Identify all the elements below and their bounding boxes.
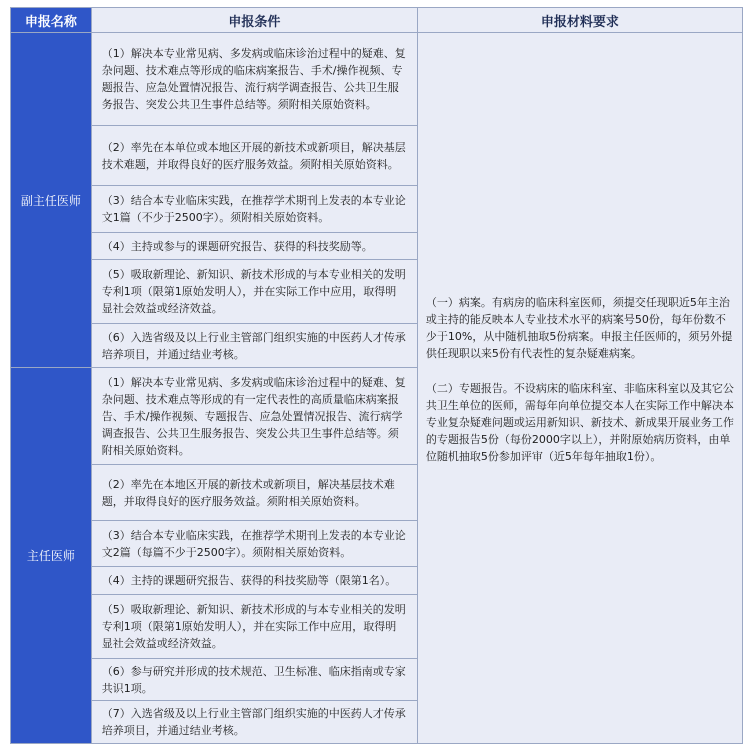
material-special-report: （二）专题报告。不设病床的临床科室、非临床科室以及其它公共卫生单位的医师，需每年向单位提交本人在实际工作中解决本专业复杂疑难问题或运用新知识、新技术、新成果开展业务工作的专题报告5份（每份2000字以上），并附原始病历资料，由单位随机抽取5份参加评审（近5年每年抽取1份）。 [425, 381, 734, 463]
title-associate-chief: 副主任医师 [11, 33, 92, 368]
table-row [11, 33, 743, 126]
condition-cell: （6）入选省级及以上行业主管部门组织实施的中医药人才传承培养项目，并通过结业考核。 [91, 324, 417, 368]
condition-cell: （4）主持的课题研究报告、获得的科技奖励等（限第1名）。 [91, 567, 417, 595]
condition-cell: （1）解决本专业常见病、多发病或临床诊治过程中的疑难、复杂问题、技术难点等形成的有一定代表性的高质量临床病案报告、手术/操作视频、专题报告、应急处置情况报告、流行病学调查报告、公共卫生服务报告、突发公共卫生事件总结等。须附相关原始资料。 [91, 368, 417, 465]
header-row [11, 8, 743, 33]
condition-cell: （2）率先在本单位或本地区开展的新技术或新项目，解决基层技术难题，并取得良好的医疗服务效益。须附相关原始资料。 [91, 126, 417, 186]
condition-cell: （5）吸取新理论、新知识、新技术形成的与本专业相关的发明专利1项（限第1原始发明人），并在实际工作中应用，取得明显社会效益或经济效益。 [91, 595, 417, 659]
title-chief: 主任医师 [11, 368, 92, 744]
condition-cell: （3）结合本专业临床实践，在推荐学术期刊上发表的本专业论文2篇（每篇不少于2500字）。须附相关原始资料。 [91, 521, 417, 567]
condition-cell: （1）解决本专业常见病、多发病或临床诊治过程中的疑难、复杂问题、技术难点等形成的临床病案报告、手术/操作视频、专题报告、应急处置情况报告、流行病学调查报告、公共卫生服务报告、突发公共卫生事件总结等。须附相关原始资料。 [91, 33, 417, 126]
condition-cell: （5）吸取新理论、新知识、新技术形成的与本专业相关的发明专利1项（限第1原始发明人），并在实际工作中应用，取得明显社会效益或经济效益。 [91, 260, 417, 324]
condition-cell: （6）参与研究并形成的技术规范、卫生标准、临床指南或专家共识1项。 [91, 659, 417, 701]
condition-cell: （7）入选省级及以上行业主管部门组织实施的中医药人才传承培养项目，并通过结业考核。 [91, 701, 417, 744]
materials-cell [417, 33, 742, 744]
requirements-table [10, 7, 743, 744]
header-conditions: 申报条件 [91, 8, 417, 33]
condition-cell: （4）主持或参与的课题研究报告、获得的科技奖励等。 [91, 233, 417, 260]
requirements-table-wrapper [10, 7, 743, 744]
condition-cell: （3）结合本专业临床实践，在推荐学术期刊上发表的本专业论文1篇（不少于2500字）。须附相关原始资料。 [91, 186, 417, 233]
material-case-records: （一）病案。有病房的临床科室医师，须提交任现职近5年主治或主持的能反映本人专业技术水平的病案号50份，每年份数不少于10%，从中随机抽取5份病案。申报主任医师的，须另外提供任现职以来5份有代表性的复杂疑难病案。 [425, 295, 733, 360]
condition-cell: （2）率先在本地区开展的新技术或新项目，解决基层技术难题，并取得良好的医疗服务效益。须附相关原始资料。 [91, 465, 417, 521]
header-name: 申报名称 [11, 8, 92, 33]
header-materials: 申报材料要求 [417, 8, 742, 33]
